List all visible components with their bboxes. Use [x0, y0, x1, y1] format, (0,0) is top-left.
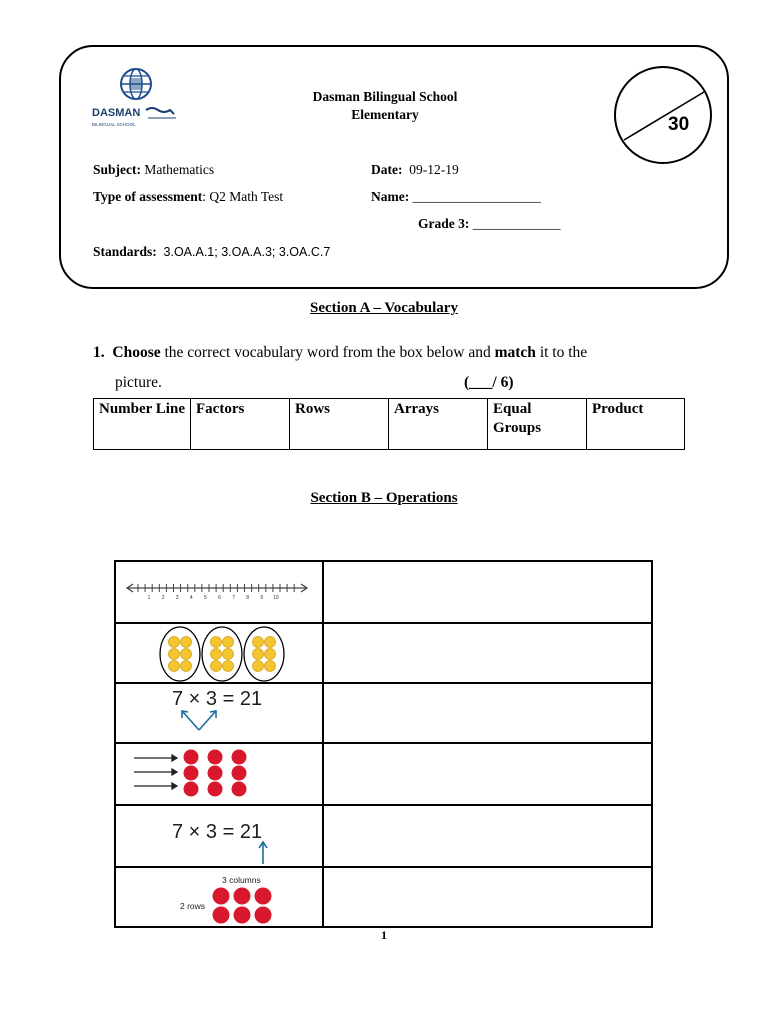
subject-field	[93, 162, 214, 178]
vocabulary-box	[93, 398, 685, 450]
name-field[interactable]	[371, 189, 541, 205]
globe-icon	[121, 69, 151, 99]
factors-picture	[116, 684, 322, 742]
number-line-label: 7	[232, 595, 235, 601]
answer-cell[interactable]	[324, 624, 651, 682]
matching-table	[114, 560, 653, 928]
date-label: Date:	[371, 162, 403, 177]
match-word: match	[494, 344, 536, 361]
section-a-title: Section A – Vocabulary	[310, 300, 458, 316]
number-line-label: 1	[147, 595, 151, 601]
school-name: Dasman Bilingual School	[312, 89, 458, 104]
vocab-word: Factors	[191, 399, 290, 450]
vocab-word: Arrays	[389, 399, 488, 450]
number-line-label: 5	[204, 595, 207, 601]
match-row-arrays	[116, 868, 651, 926]
date-field	[371, 162, 459, 178]
arrow-icon	[182, 711, 216, 730]
subject-value: Mathematics	[144, 162, 215, 177]
match-row-rows	[116, 744, 651, 806]
answer-cell[interactable]	[324, 562, 651, 622]
equal-groups-picture	[116, 624, 322, 682]
school-logo	[88, 64, 188, 134]
question-text-line2: picture.	[115, 374, 162, 391]
assessment-value: : Q2 Math Test	[202, 189, 284, 204]
section-b-title: Section B – Operations	[310, 490, 458, 506]
arrow-icon	[134, 755, 177, 789]
number-line-label: 3	[175, 595, 179, 601]
vocab-word: Rows	[290, 399, 389, 450]
standards-field	[93, 244, 330, 260]
vocab-word: Product	[587, 399, 685, 450]
standards-label: Standards:	[93, 244, 157, 259]
number-line-label: 8	[246, 595, 250, 601]
match-row-factors	[116, 684, 651, 744]
grade-field[interactable]	[418, 216, 561, 232]
equation-text: 7 × 3 = 21	[172, 821, 263, 843]
match-row-product	[116, 806, 651, 868]
number-line-label: 9	[260, 595, 264, 601]
match-row-equal-groups	[116, 624, 651, 684]
svg-text:BILINGUAL SCHOOL: BILINGUAL SCHOOL	[92, 122, 136, 127]
name-label: Name:	[371, 189, 410, 204]
number-line-label: 6	[218, 595, 221, 601]
score-circle	[614, 66, 712, 164]
vocab-word: Number Line	[94, 399, 191, 450]
vocab-word: Equal Groups	[488, 399, 587, 450]
svg-text:DASMAN: DASMAN	[92, 107, 141, 119]
answer-cell[interactable]	[324, 684, 651, 742]
arrow-icon	[259, 842, 267, 864]
arrays-picture	[116, 868, 322, 926]
rows-picture	[116, 744, 322, 804]
question-text-end: it to the	[539, 344, 588, 361]
number-line-label: 10	[273, 595, 279, 601]
assessment-label: Type of assessment	[93, 189, 203, 204]
grade-label: Grade 3:	[418, 216, 470, 231]
equation-text: 7 × 3 = 21	[172, 688, 263, 710]
assessment-field	[93, 189, 283, 205]
question-1	[93, 338, 693, 398]
standards-value: 3.OA.A.1; 3.OA.A.3; 3.OA.C.7	[163, 245, 331, 259]
question-text: the correct vocabulary word from the box below and	[164, 344, 491, 361]
rows-label: 2 rows	[180, 901, 206, 911]
columns-label: 3 columns	[222, 875, 261, 885]
product-picture	[116, 806, 322, 866]
choose-word: Choose	[112, 344, 161, 361]
subject-label: Subject:	[93, 162, 141, 177]
name-blank[interactable]: ___________________	[412, 189, 541, 204]
date-value: 09-12-19	[409, 162, 459, 177]
answer-cell[interactable]	[324, 806, 651, 866]
number-line-label: 4	[189, 595, 193, 601]
number-line-picture	[116, 562, 322, 622]
question-number: 1.	[93, 344, 105, 361]
answer-cell[interactable]	[324, 744, 651, 804]
match-row-number-line	[116, 562, 651, 624]
question-score: (___/ 6)	[464, 374, 514, 391]
page-number: 1	[381, 928, 387, 942]
answer-cell[interactable]	[324, 868, 651, 926]
school-division: Elementary	[351, 107, 419, 122]
score-total: 30	[668, 114, 690, 135]
grade-blank[interactable]: _____________	[472, 216, 561, 231]
number-line-label: 2	[161, 595, 165, 601]
